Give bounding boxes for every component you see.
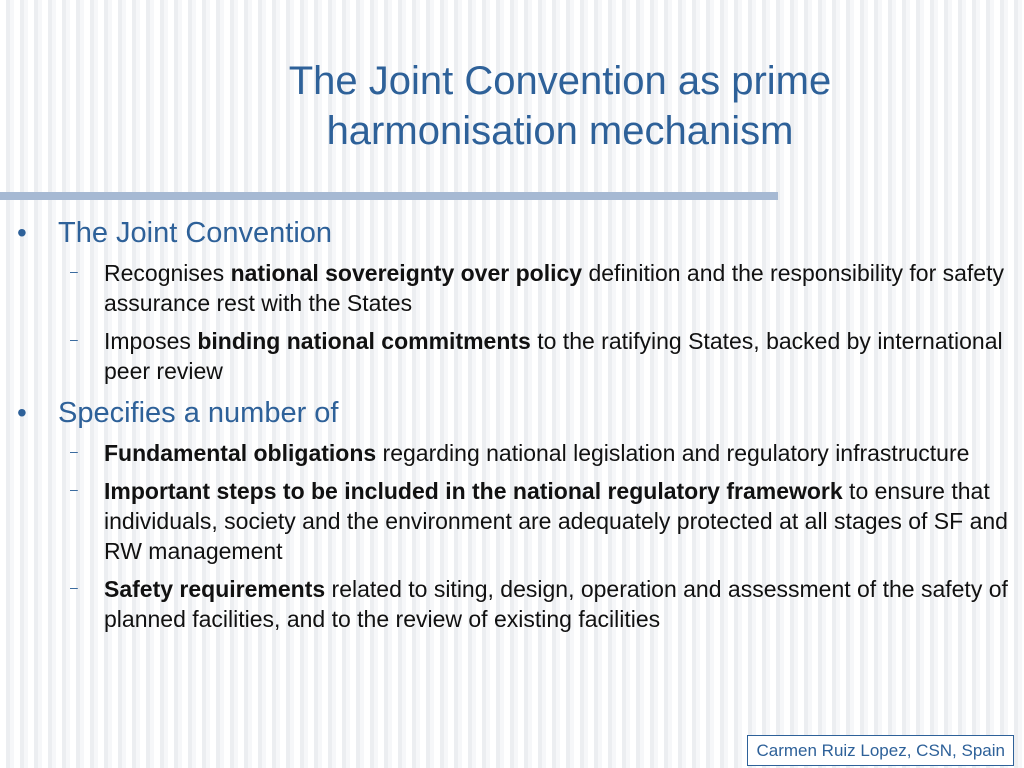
bullet-joint-convention [0,214,1024,252]
sub-bullet-text-post: regarding national legislation and regulatory infrastructure [376,440,970,466]
bullet-dot-icon: • [17,397,27,428]
dash-bullet-icon: – [70,263,78,279]
sub-bullet-text-post: to the ratifying States, backed by international peer review [104,328,1003,384]
footer-credit: Carmen Ruiz Lopez, CSN, Spain [747,735,1014,766]
sub-bullet-sovereignty [0,258,1024,318]
sub-bullet-text-post: definition and the responsibility for safety assurance rest with the States [104,260,1004,316]
bullet-specifies [0,394,1024,432]
sub-bullet-safety-requirements [0,574,1024,634]
slide-content [0,214,1024,642]
dash-bullet-icon: – [70,481,78,497]
bullet-heading: The Joint Convention [58,217,333,249]
sub-bullet-commitments [0,326,1024,386]
sub-bullet-text-post: to ensure that individuals, society and the environment are adequately protected at all stages of SF and RW management [104,478,1008,564]
slide-title-line-1: The Joint Convention as prime [288,59,832,103]
sub-bullet-obligations [0,438,1024,468]
sub-bullet-emphasis: Fundamental obligations [104,440,377,466]
dash-bullet-icon: – [70,443,78,459]
bullet-dot-icon: • [17,217,27,248]
bullet-heading: Specifies a number of [58,397,339,429]
sub-bullet-emphasis: binding national commitments [197,328,531,354]
slide-title [180,56,940,156]
sub-bullet-emphasis: Safety requirements [104,576,326,602]
sub-bullet-emphasis: national sovereignty over policy [230,260,583,286]
sub-bullet-text-post: related to siting, design, operation and assessment of the safety of planned facilities, and to the review of existing facilities [104,576,1008,632]
sub-bullet-text-pre: Recognises [104,260,231,286]
sub-bullet-emphasis: Important steps to be included in the national regulatory framework [104,478,843,504]
sub-bullet-important-steps [0,476,1024,566]
dash-bullet-icon: – [70,331,78,347]
title-divider [0,192,778,200]
slide-title-line-2: harmonisation mechanism [326,109,794,153]
sub-bullet-text-pre: Imposes [104,328,198,354]
dash-bullet-icon: – [70,579,78,595]
